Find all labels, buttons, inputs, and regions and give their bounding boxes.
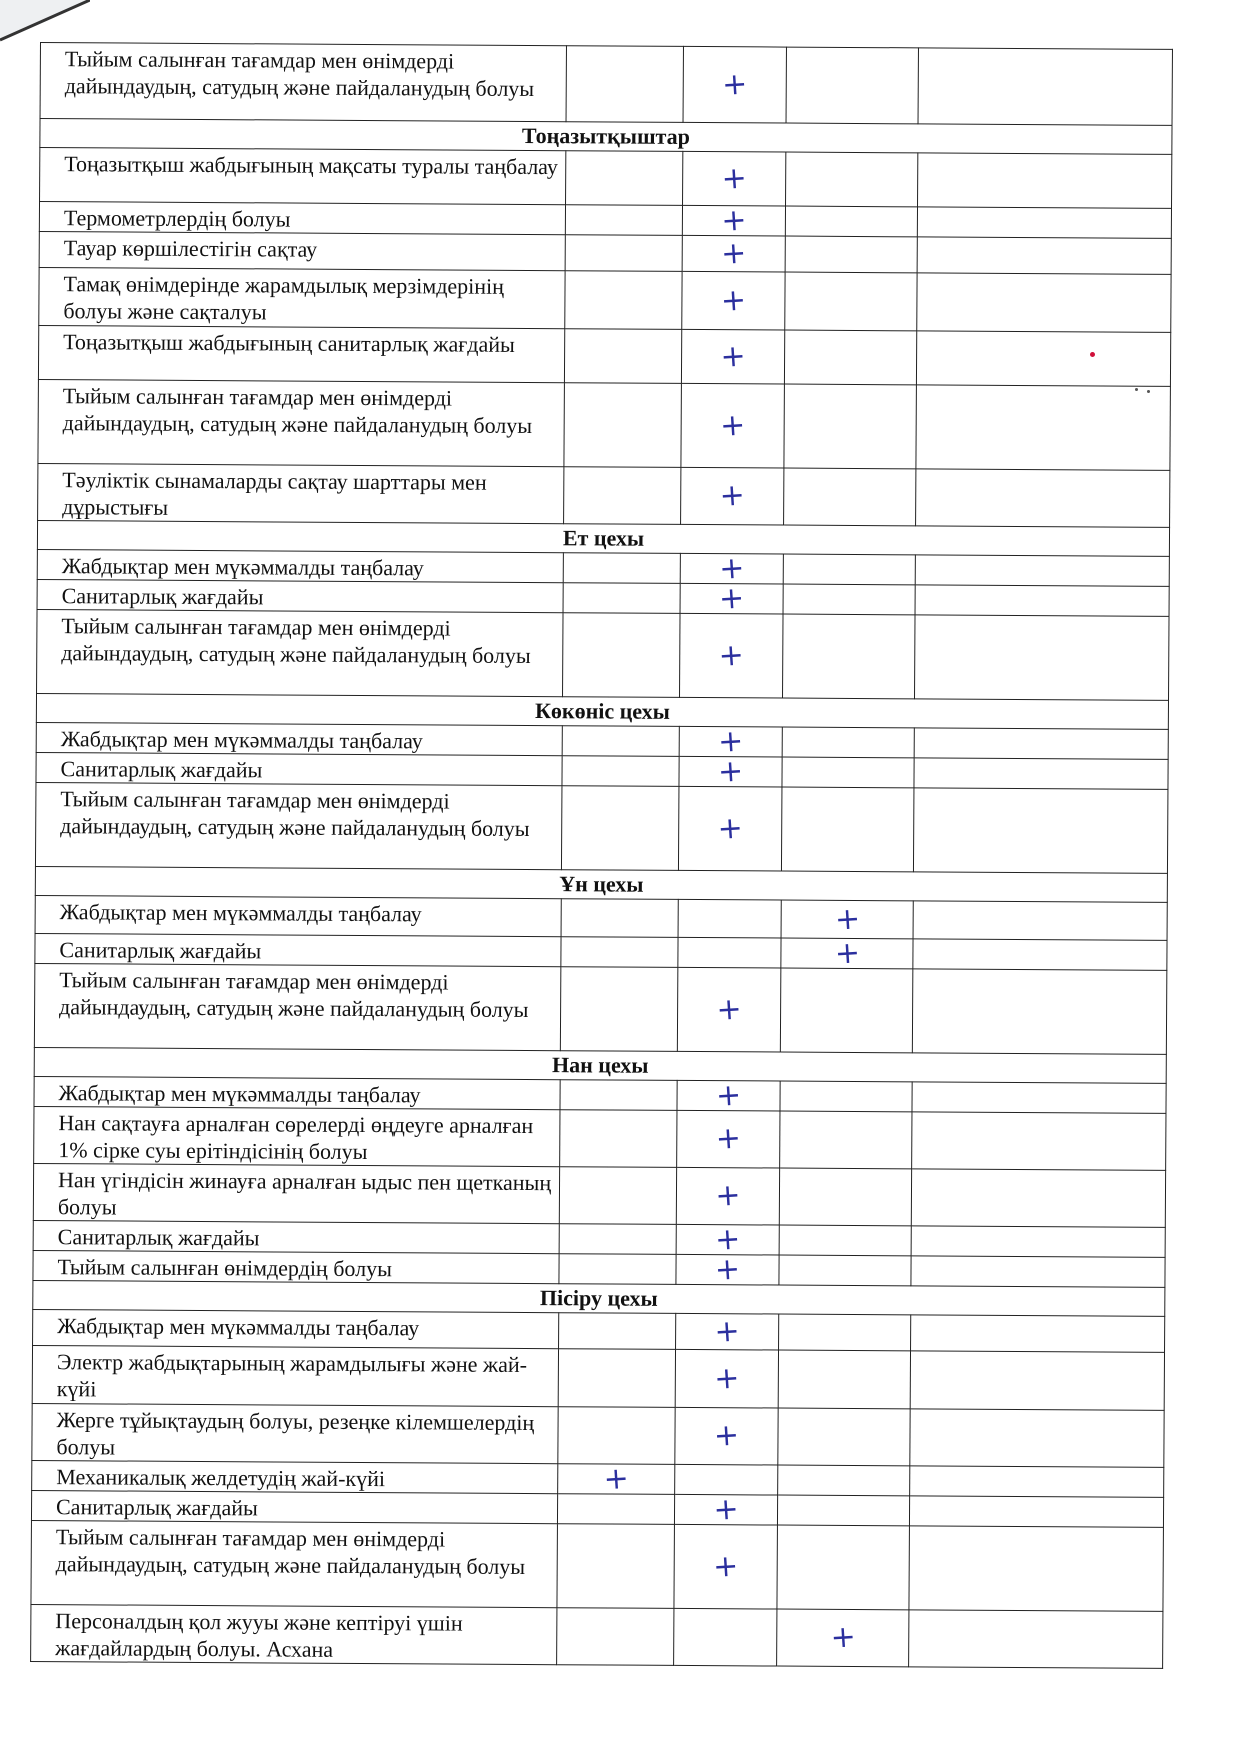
checklist-item-text: Нан сақтауға арналған сөрелерді өңдеуге арналған 1% сірке суы ерітіндісінің болуы <box>34 1106 560 1166</box>
mark-cell-col-1 <box>557 1608 674 1666</box>
mark-cell-col-4 <box>915 615 1170 701</box>
mark-cell-col-2 <box>676 1220 779 1258</box>
mark-cell-col-2 <box>677 1110 780 1168</box>
section-title: Көкөніс цехы <box>36 693 1168 729</box>
mark-cell-col-3 <box>778 1350 910 1409</box>
mark-cell-col-1 <box>564 383 682 468</box>
mark-cell-col-4 <box>911 1315 1165 1353</box>
handwritten-plus-mark: + <box>720 159 748 197</box>
mark-cell-col-2 <box>678 899 781 938</box>
mark-cell-col-1 <box>563 583 680 614</box>
mark-cell-col-2 <box>680 579 783 617</box>
mark-cell-col-1 <box>562 756 679 787</box>
page-corner-fold <box>0 0 90 45</box>
mark-cell-col-2 <box>675 1464 778 1495</box>
mark-cell-col-3 <box>781 787 914 872</box>
checklist-row <box>35 782 1167 873</box>
mark-cell-col-4 <box>916 331 1170 387</box>
checklist-item-text: Санитарлық жағдайы <box>37 579 563 612</box>
handwritten-plus-mark: + <box>720 234 748 272</box>
checklist-item-text: Тәуліктік сынамаларды сақтау шарттары мен дұрыстығы <box>38 463 564 523</box>
handwritten-plus-mark: + <box>718 477 746 515</box>
mark-cell-col-2 <box>678 786 782 871</box>
mark-cell-col-2 <box>677 967 781 1052</box>
mark-cell-col-3 <box>785 206 917 237</box>
mark-cell-col-1 <box>566 46 683 123</box>
handwritten-plus-mark: + <box>714 1220 742 1258</box>
handwritten-plus-mark: + <box>717 722 745 760</box>
mark-cell-col-1 <box>560 967 678 1052</box>
handwritten-plus-mark: + <box>717 636 745 674</box>
checklist-item-text: Тыйым салынған тағамдар мен өнімдерді дайындаудың, сатудың және пайдаланудың болуы <box>38 379 565 466</box>
mark-cell-col-4 <box>917 207 1171 239</box>
mark-cell-col-4 <box>918 153 1172 209</box>
mark-cell-col-1 <box>561 899 678 938</box>
handwritten-plus-mark: + <box>718 549 746 587</box>
checklist-row <box>39 267 1171 332</box>
mark-cell-col-1 <box>559 1254 676 1285</box>
mark-cell-col-2 <box>675 1407 778 1465</box>
section-title: Ұн цехы <box>35 866 1167 902</box>
mark-cell-col-4 <box>913 901 1167 941</box>
mark-cell-col-3 <box>781 934 913 972</box>
mark-cell-col-4 <box>917 273 1171 333</box>
section-title: Пісіру цехы <box>33 1280 1165 1316</box>
mark-cell-col-2 <box>682 271 785 330</box>
checklist-item-text: Тоңазытқыш жабдығының мақсаты туралы таңбалау <box>40 148 566 205</box>
mark-cell-col-1 <box>560 1080 677 1111</box>
mark-cell-col-1 <box>560 1110 677 1168</box>
handwritten-plus-mark: + <box>720 201 748 239</box>
mark-cell-col-2 <box>680 613 784 698</box>
handwritten-plus-mark: + <box>714 1120 742 1157</box>
checklist-item-text: Тыйым салынған тағамдар мен өнімдерді дайындаудың, сатудың және пайдаланудың болуы <box>35 782 562 869</box>
checklist-item-text: Жабдықтар мен мүкәммалды таңбалау <box>36 722 562 755</box>
mark-cell-col-2 <box>674 1608 777 1666</box>
mark-cell-col-3 <box>785 236 917 273</box>
mark-cell-col-1 <box>563 613 681 698</box>
mark-cell-col-2 <box>674 1490 777 1528</box>
checklist-item-text: Тыйым салынған тағамдар мен өнімдерді дайындаудың, сатудың және пайдаланудың болуы <box>31 1520 558 1607</box>
dust-speck <box>1135 388 1138 391</box>
mark-cell-col-1 <box>562 726 679 757</box>
mark-cell-col-1 <box>558 1407 675 1465</box>
mark-cell-col-1 <box>557 1524 675 1609</box>
mark-cell-col-4 <box>915 555 1169 587</box>
mark-cell-col-3 <box>783 584 915 615</box>
mark-cell-col-1 <box>566 151 683 206</box>
mark-cell-col-2 <box>683 151 786 206</box>
dust-speck <box>1147 390 1150 393</box>
checklist-table <box>30 42 1173 1669</box>
mark-cell-col-4 <box>915 585 1169 617</box>
mark-cell-col-3 <box>780 1111 912 1169</box>
mark-cell-col-4 <box>916 385 1171 471</box>
checklist-item-text: Жерге тұйықтаудың болуы, резеңке кілемшелердің болуы <box>32 1403 558 1463</box>
mark-cell-col-2 <box>680 549 783 587</box>
mark-cell-col-1 <box>564 467 681 525</box>
mark-cell-col-2 <box>676 1250 779 1288</box>
mark-cell-col-2 <box>676 1167 779 1225</box>
checklist-item-text: Тыйым салынған өнімдердің болуы <box>33 1250 559 1283</box>
handwritten-plus-mark: + <box>712 1417 741 1454</box>
mark-cell-col-2 <box>683 46 786 123</box>
mark-cell-col-3 <box>782 727 914 758</box>
mark-cell-col-3 <box>780 968 913 1053</box>
mark-cell-col-4 <box>918 48 1172 126</box>
mark-cell-col-3 <box>778 1408 910 1466</box>
mark-cell-col-4 <box>910 1351 1164 1411</box>
mark-cell-col-1 <box>565 205 682 236</box>
handwritten-plus-mark: + <box>714 1177 742 1214</box>
handwritten-plus-mark: + <box>716 809 744 847</box>
section-title: Нан цехы <box>34 1047 1166 1083</box>
mark-cell-col-4 <box>909 1610 1163 1669</box>
mark-cell-col-1 <box>559 1167 676 1225</box>
checklist-item-text: Санитарлық жағдайы <box>35 933 561 966</box>
mark-cell-col-2 <box>674 1524 778 1609</box>
mark-cell-col-4 <box>910 1409 1164 1468</box>
handwritten-plus-mark: + <box>718 406 747 444</box>
handwritten-plus-mark: + <box>829 1619 857 1656</box>
mark-cell-col-3 <box>786 152 918 207</box>
checklist-item-text: Санитарлық жағдайы <box>36 752 562 785</box>
mark-cell-col-1 <box>564 329 681 384</box>
mark-cell-col-4 <box>914 728 1168 760</box>
checklist-item-text: Тыйым салынған тағамдар мен өнімдерді дайындаудың, сатудың және пайдаланудың болуы <box>40 43 566 122</box>
checklist-item-text: Тоңазытқыш жабдығының санитарлық жағдайы <box>38 325 564 382</box>
checklist-item-text: Персоналдың қол жууы және кептіруі үшін жағдайлардың болуы. Асхана <box>31 1604 557 1664</box>
mark-cell-col-4 <box>913 788 1168 874</box>
mark-cell-col-4 <box>913 939 1167 971</box>
checklist-row <box>31 1520 1163 1611</box>
mark-cell-col-2 <box>681 467 784 525</box>
mark-cell-col-1 <box>558 1349 675 1408</box>
mark-cell-col-3 <box>779 1314 911 1351</box>
checklist-item-text: Тауар көршілестігін сақтау <box>39 231 565 270</box>
checklist-item-text: Санитарлық жағдайы <box>31 1490 557 1523</box>
mark-cell-col-3 <box>779 1255 911 1286</box>
mark-cell-col-4 <box>909 1526 1164 1612</box>
mark-cell-col-1 <box>565 271 682 330</box>
mark-cell-col-3 <box>782 757 914 788</box>
mark-cell-col-1 <box>563 553 680 584</box>
checklist-row <box>32 1345 1164 1410</box>
mark-cell-col-2 <box>678 937 781 968</box>
mark-cell-col-4 <box>911 1226 1165 1258</box>
checklist-sheet <box>30 42 1172 1669</box>
mark-cell-col-3 <box>783 554 915 585</box>
mark-cell-col-4 <box>912 1082 1166 1114</box>
mark-cell-col-2 <box>679 752 782 790</box>
handwritten-plus-mark: + <box>719 281 748 319</box>
handwritten-plus-mark: + <box>713 1312 741 1350</box>
mark-cell-col-3 <box>785 272 917 331</box>
mark-cell-col-3 <box>784 384 917 469</box>
mark-cell-col-4 <box>916 469 1170 528</box>
mark-cell-col-2 <box>676 1313 779 1350</box>
mark-cell-col-2 <box>677 1076 780 1114</box>
handwritten-plus-mark: + <box>717 579 746 617</box>
mark-cell-col-4 <box>912 1112 1166 1171</box>
checklist-item-text: Тыйым салынған тағамдар мен өнімдерді дайындаудың, сатудың және пайдаланудың болуы <box>34 963 561 1050</box>
handwritten-plus-mark: + <box>833 900 861 938</box>
checklist-item-text: Механикалық желдетудің жай-күйі <box>32 1460 558 1493</box>
mark-cell-col-2 <box>682 235 785 272</box>
mark-cell-col-2 <box>681 329 784 384</box>
handwritten-plus-mark: + <box>833 934 861 972</box>
checklist-item-text: Жабдықтар мен мүкәммалды таңбалау <box>34 1076 560 1109</box>
mark-cell-col-4 <box>911 1256 1165 1288</box>
section-title: Тоңазытқыштар <box>40 119 1172 155</box>
mark-cell-col-3 <box>777 1609 909 1667</box>
mark-cell-col-1 <box>565 235 682 272</box>
mark-cell-col-2 <box>681 383 785 468</box>
handwritten-plus-mark: + <box>713 1250 742 1288</box>
mark-cell-col-1 <box>557 1494 674 1525</box>
mark-cell-col-3 <box>778 1465 910 1496</box>
mark-cell-col-3 <box>784 468 916 526</box>
mark-cell-col-3 <box>777 1525 910 1610</box>
mark-cell-col-1 <box>561 937 678 968</box>
checklist-item-text: Электр жабдықтарының жарамдылығы және жай-күйі <box>32 1345 558 1406</box>
mark-cell-col-3 <box>777 1495 909 1526</box>
mark-cell-col-2 <box>682 201 785 239</box>
handwritten-plus-mark: + <box>712 1490 740 1528</box>
checklist-row <box>34 963 1166 1054</box>
section-title: Ет цехы <box>37 520 1169 556</box>
mark-cell-col-3 <box>784 330 916 385</box>
mark-cell-col-3 <box>780 1081 912 1112</box>
mark-cell-col-1 <box>559 1224 676 1255</box>
checklist-item-text: Нан үгіндісін жинауға арналған ыдыс пен щетканың болуы <box>33 1163 559 1223</box>
checklist-row <box>38 379 1170 470</box>
checklist-item-text: Жабдықтар мен мүкәммалды таңбалау <box>35 895 561 936</box>
mark-cell-col-3 <box>779 1168 911 1226</box>
mark-cell-col-1 <box>561 786 679 871</box>
checklist-item-text: Жабдықтар мен мүкәммалды таңбалау <box>33 1309 559 1348</box>
mark-cell-col-4 <box>910 1466 1164 1498</box>
checklist-row <box>37 609 1169 700</box>
mark-cell-col-3 <box>781 900 913 939</box>
mark-cell-col-3 <box>783 614 916 699</box>
mark-cell-col-1 <box>558 1460 675 1497</box>
checklist-row <box>34 1106 1166 1170</box>
mark-cell-col-4 <box>914 758 1168 790</box>
handwritten-plus-mark: + <box>712 1547 740 1585</box>
checklist-row <box>33 1163 1165 1227</box>
checklist-item-text: Тамақ өнімдерінде жарамдылық мерзімдерінің болуы және сақталуы <box>39 267 565 328</box>
checklist-item-text: Санитарлық жағдайы <box>33 1220 559 1253</box>
mark-cell-col-4 <box>912 969 1167 1055</box>
mark-cell-col-2 <box>675 1349 778 1408</box>
handwritten-plus-mark: + <box>716 752 745 790</box>
handwritten-plus-mark: + <box>721 65 749 103</box>
checklist-item-text: Тыйым салынған тағамдар мен өнімдерді дайындаудың, сатудың және пайдаланудың болуы <box>37 609 564 696</box>
checklist-row <box>40 148 1172 209</box>
checklist-row <box>38 463 1170 527</box>
checklist-row <box>31 1604 1163 1668</box>
checklist-item-text: Жабдықтар мен мүкәммалды таңбалау <box>37 549 563 582</box>
checklist-row <box>32 1403 1164 1467</box>
handwritten-plus-mark: + <box>719 337 747 375</box>
handwritten-plus-mark: + <box>714 1076 743 1114</box>
mark-cell-col-3 <box>779 1225 911 1256</box>
mark-cell-col-3 <box>786 47 918 124</box>
checklist-item-text: Термометрлердің болуы <box>39 202 565 235</box>
mark-cell-col-2 <box>679 722 782 760</box>
handwritten-plus-mark: + <box>602 1460 630 1497</box>
mark-cell-col-4 <box>909 1496 1163 1528</box>
handwritten-plus-mark: + <box>713 1359 741 1397</box>
mark-cell-col-1 <box>559 1313 676 1350</box>
checklist-row <box>40 43 1172 126</box>
mark-cell-col-4 <box>917 237 1171 275</box>
red-speck <box>1090 352 1095 357</box>
handwritten-plus-mark: + <box>715 990 743 1028</box>
mark-cell-col-4 <box>911 1169 1165 1228</box>
checklist-row <box>38 325 1170 386</box>
